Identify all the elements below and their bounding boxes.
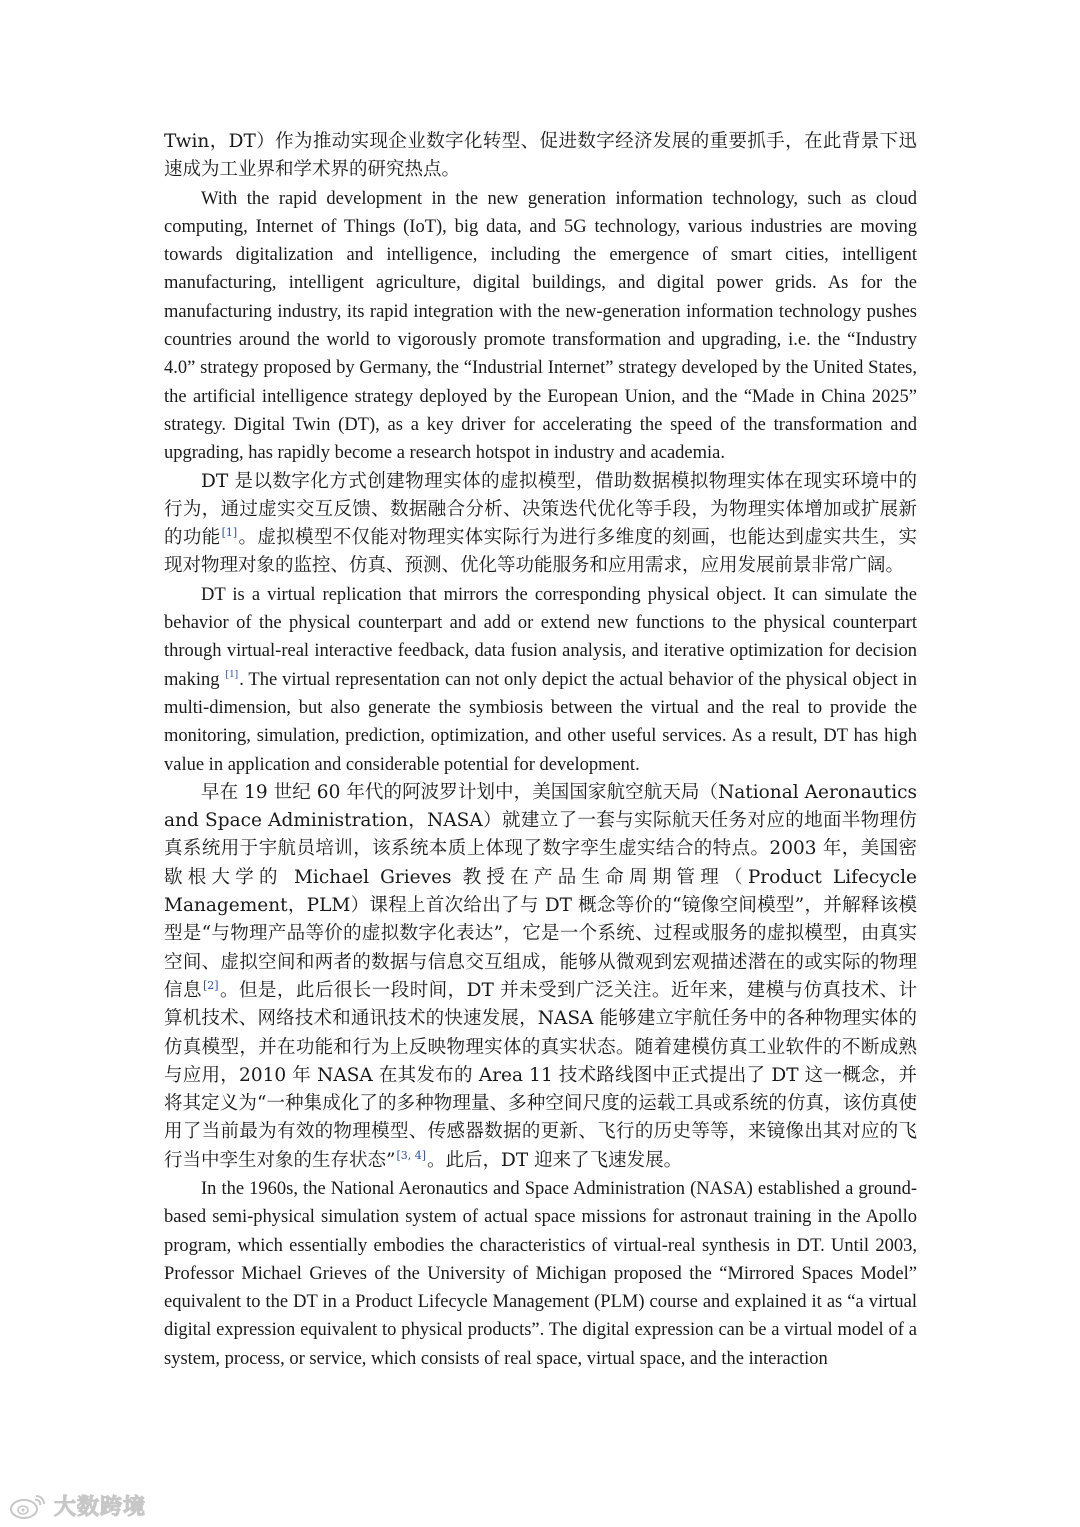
paragraph-zh-intro-continued [164,128,917,185]
watermark-text: 大数跨境 [54,1495,147,1520]
paragraph-text: 早在 19 世纪 60 年代的阿波罗计划中，美国国家航空航天局（National Aeronautics and Space Administration，NASA）就建立了一套与实际航天任务对应的地面半物理仿真系统用于宇航员培训，该系统本质上体现了数字孪生虚实结合的特点。2003 年，美国密歇根大学的 Michael Grieves 教授在产品生命周期管理（Product Lifecycle Management，PLM）课程上首次给出了与 DT 概念等价的“镜像空间模型”，并解释该模型是“与物理产品等价的虚拟数字化表达”，它是一个系统、过程或服务的虚拟模型，由真实空间、虚拟空间和两者的数据与信息交互组成，能够从微观到宏观描述潜在的或实际的物理信息 [164,781,917,1001]
paragraph-text: In the 1960s, the National Aeronautics and Space Administration (NASA) established a ground-based semi-physical simulation system of actual space missions for astronaut training in the Apollo program, which essentially embodies the characteristics of virtual-real synthesis in DT. Until 2003, Professor Michael Grieves of the University of Michigan proposed the “Mirrored Spaces Model” equivalent to the DT in a Product Lifecycle Management (PLM) course and explained it as “a virtual digital expression equivalent to physical products”. The digital expression can be a virtual model of a system, process, or service, which consists of real space, virtual space, and the interaction [164,1178,917,1369]
paragraph-text: DT is a virtual replication that mirrors the corresponding physical object. It can simulate the behavior of the physical counterpart and add or extend new functions to the physical counterpart through virtual-real interactive feedback, data fusion analysis, and iterative optimization for decision making [164,584,917,690]
paragraph-text: DT 是以数字化方式创建物理实体的虚拟模型，借助数据模拟物理实体在现实环境中的行为，通过虚实交互反馈、数据融合分析、决策迭代优化等手段，为物理实体增加或扩展新的功能 [164,470,917,549]
citation-link[interactable]: [2] [202,978,219,992]
watermark [8,1490,146,1521]
paragraph-en-dt-definition [164,581,917,779]
paragraph-en-history [164,1175,917,1373]
paragraph-text: 。但是，此后很长一段时间，DT 并未受到广泛关注。近年来，建模与仿真技术、计算机技术、网络技术和通讯技术的快速发展，NASA 能够建立宇航任务中的各种物理实体的仿真模型，并在功能和行为上反映物理实体的真实状态。随着建模仿真工业软件的不断成熟与应用，2010 年 NASA 在其发布的 Area 11 技术路线图中正式提出了 DT 这一概念，并将其定义为“一种集成化了的多种物理量、多种空间尺度的运载工具或系统的仿真，该仿真使用了当前最为有效的物理模型、传感器数据的更新、飞行的历史等等，来镜像出其对应的飞行当中孪生对象的生存状态” [164,979,917,1171]
citation-link[interactable]: [1] [221,526,238,539]
weibo-logo-icon [8,1492,48,1520]
paragraph-text: 。此后，DT 迎来了飞速发展。 [427,1149,683,1171]
citation-link[interactable]: [3, 4] [396,1148,427,1162]
paragraph-zh-history [164,779,917,1175]
document-body [164,128,917,1373]
citation-link[interactable]: [1] [225,668,239,681]
paragraph-text: With the rapid development in the new generation information technology, such as cloud computing, Internet of Things (IoT), big data, and 5G technology, various industries are moving towards digitalization and intelligence, including the emergence of smart cities, intelligent manufacturing, intelligent agriculture, digital buildings, and digital power grids. As for the manufacturing industry, its rapid integration with the new-generation information technology pushes countries around the world to vigorously promote transformation and upgrading, i.e. the “Industry 4.0” strategy proposed by Germany, the “Industrial Internet” strategy developed by the United States, the artificial intelligence strategy deployed by the European Union, and the “Made in China 2025” strategy. Digital Twin (DT), as a key driver for accelerating the speed of the transformation and upgrading, has rapidly become a research hotspot in industry and academia. [164,188,917,464]
paragraph-zh-dt-definition [164,468,917,581]
paragraph-text: 。虚拟模型不仅能对物理实体实际行为进行多维度的刻画，也能达到虚实共生，实现对物理对象的监控、仿真、预测、优化等功能服务和应用需求，应用发展前景非常广阔。 [164,527,917,577]
paragraph-text: Twin，DT）作为推动实现企业数字化转型、促进数字经济发展的重要抓手，在此背景下迅速成为工业界和学术界的研究热点。 [164,131,917,181]
paragraph-text: . The virtual representation can not only depict the actual behavior of the physical object in multi-dimension, but also generate the symbiosis between the virtual and the real to provide the monitoring, simulation, prediction, optimization, and other useful services. As a result, DT has high value in application and considerable potential for development. [164,669,917,775]
paragraph-en-intro [164,185,917,468]
